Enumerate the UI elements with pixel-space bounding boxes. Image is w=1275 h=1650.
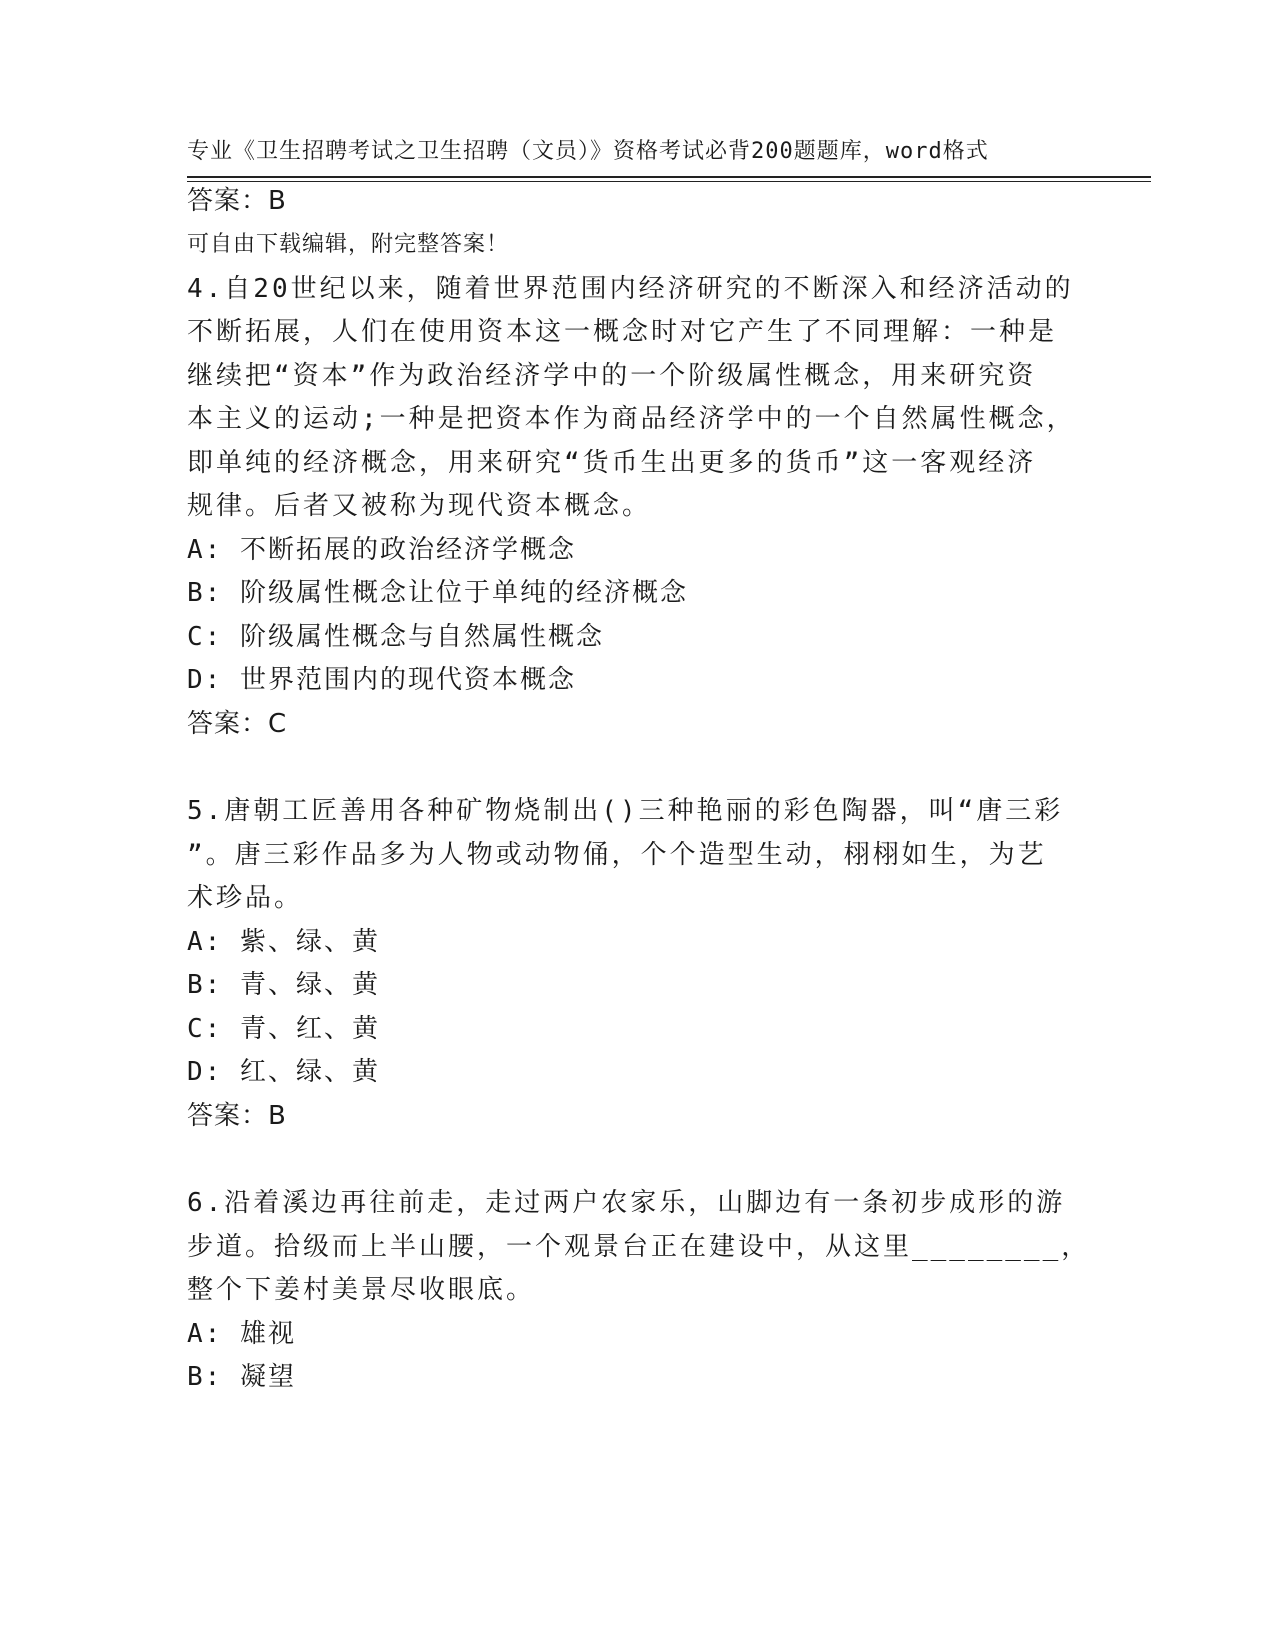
option-d: D: 世界范围内的现代资本概念 <box>187 665 576 695</box>
previous-answer: 答案：B <box>187 186 287 216</box>
option-d: D: 红、绿、黄 <box>187 1057 380 1087</box>
header-divider-thin <box>187 181 1151 182</box>
question-stem-line: 5.唐朝工匠善用各种矿物烧制出()三种艳丽的彩色陶器，叫“唐三彩 <box>187 796 1064 826</box>
question-stem-line: 整个下姜村美景尽收眼底。 <box>187 1275 536 1305</box>
question-stem-line: ”。唐三彩作品多为人物或动物俑，个个造型生动，栩栩如生，为艺 <box>187 840 1047 870</box>
question-stem-line: 6.沿着溪边再往前走，走过两户农家乐，山脚边有一条初步成形的游 <box>187 1188 1066 1218</box>
question-stem-line: 规律。后者又被称为现代资本概念。 <box>187 491 652 521</box>
header-divider-thick <box>187 176 1151 178</box>
question-stem-line: 继续把“资本”作为政治经济学中的一个阶级属性概念，用来研究资 <box>187 361 1037 391</box>
header-line-2: 可自由下载编辑，附完整答案！ <box>187 232 510 257</box>
question-stem-line: 步道。拾级而上半山腰，一个观景台正在建设中，从这里________， <box>187 1232 1091 1262</box>
question-stem-line: 不断拓展，人们在使用资本这一概念时对它产生了不同理解：一种是 <box>187 317 1058 347</box>
answer-line: 答案：C <box>187 709 288 739</box>
option-a: A: 雄视 <box>187 1319 296 1349</box>
option-b: B: 青、绿、黄 <box>187 970 380 1000</box>
option-c: C: 青、红、黄 <box>187 1014 380 1044</box>
option-a: A: 紫、绿、黄 <box>187 927 380 957</box>
answer-line: 答案：B <box>187 1101 287 1131</box>
question-stem-line: 术珍品。 <box>187 883 304 913</box>
option-b: B: 阶级属性概念让位于单纯的经济概念 <box>187 578 688 608</box>
question-stem-line: 即单纯的经济概念，用来研究“货币生出更多的货币”这一客观经济 <box>187 448 1037 478</box>
header-line-1: 专业《卫生招聘考试之卫生招聘（文员）》资格考试必背200题题库，word格式 <box>187 139 989 164</box>
option-a: A: 不断拓展的政治经济学概念 <box>187 535 576 565</box>
question-stem-line: 本主义的运动;一种是把资本作为商品经济学中的一个自然属性概念， <box>187 404 1076 434</box>
option-b: B: 凝望 <box>187 1362 296 1392</box>
question-stem-line: 4.自20世纪以来，随着世界范围内经济研究的不断深入和经济活动的 <box>187 274 1074 304</box>
option-c: C: 阶级属性概念与自然属性概念 <box>187 622 604 652</box>
